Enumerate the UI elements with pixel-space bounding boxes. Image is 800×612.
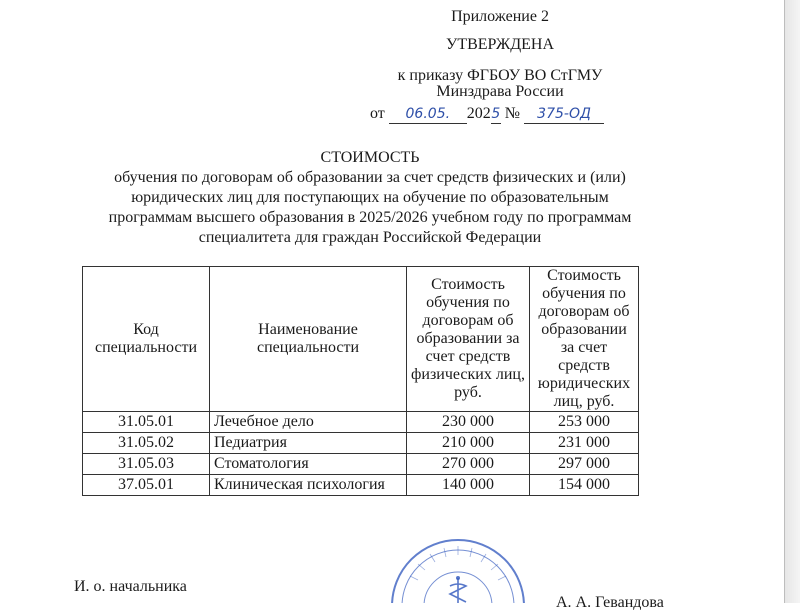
order-reference-line1: к приказу ФГБОУ ВО СтГМУ [397, 67, 603, 84]
order-year-prefix: 202 [466, 105, 491, 122]
title-line-1: обучения по договорам об образовании за счет средств физических и (или) [114, 169, 626, 186]
signatory-name: А. А. Гевандова [556, 594, 664, 611]
cell-name: Стоматология [210, 454, 407, 475]
table-header-row [83, 267, 639, 412]
table-row [83, 412, 639, 433]
cell-code: 31.05.01 [83, 412, 210, 433]
column-header-physical: Стоимость обучения по договорам об образовании за счет средств физических лиц, руб. [407, 267, 530, 412]
cell-juridical: 253 000 [530, 412, 639, 433]
order-number-sign: № [504, 105, 521, 122]
column-header-code: Код специальности [83, 267, 210, 412]
appendix-label: Приложение 2 [451, 8, 549, 25]
title-line-4: специалитета для граждан Российской Федерации [198, 229, 542, 246]
order-from-label: от [370, 105, 385, 122]
title-line-3: программам высшего образования в 2025/2026 учебном году по программам [108, 209, 632, 226]
cell-juridical: 297 000 [530, 454, 639, 475]
order-reference-line2: Минздрава России [436, 83, 564, 100]
cell-juridical: 231 000 [530, 433, 639, 454]
order-date-line [370, 105, 604, 124]
order-year-digit: 5 [491, 106, 501, 122]
cell-physical: 140 000 [407, 475, 530, 496]
column-header-juridical: Стоимость обучения по договорам об образовании за счет средств юридических лиц, руб. [530, 267, 639, 412]
tuition-price-table [82, 266, 639, 496]
table-row [83, 454, 639, 475]
cell-code: 37.05.01 [83, 475, 210, 496]
official-stamp [388, 536, 528, 603]
order-date-handwritten: 06.05. [389, 105, 467, 124]
cell-physical: 230 000 [407, 412, 530, 433]
cell-name: Клиническая психология [210, 475, 407, 496]
cell-physical: 210 000 [407, 433, 530, 454]
signatory-position: И. о. начальника [74, 578, 187, 595]
table-row [83, 475, 639, 496]
cell-code: 31.05.03 [83, 454, 210, 475]
cell-juridical: 154 000 [530, 475, 639, 496]
approved-label: УТВЕРЖДЕНА [445, 36, 554, 53]
cell-code: 31.05.02 [83, 433, 210, 454]
cell-physical: 270 000 [407, 454, 530, 475]
cell-name: Педиатрия [210, 433, 407, 454]
title-line-2: юридических лиц для поступающих на обучение по образовательным [131, 189, 609, 206]
cell-name: Лечебное дело [210, 412, 407, 433]
document-title [60, 148, 680, 248]
page-edge-shadow [784, 0, 800, 603]
order-number-handwritten: 375-ОД [524, 105, 604, 124]
column-header-name: Наименование специальности [210, 267, 407, 412]
table-row [83, 433, 639, 454]
title-heading: СТОИМОСТЬ [320, 149, 420, 166]
